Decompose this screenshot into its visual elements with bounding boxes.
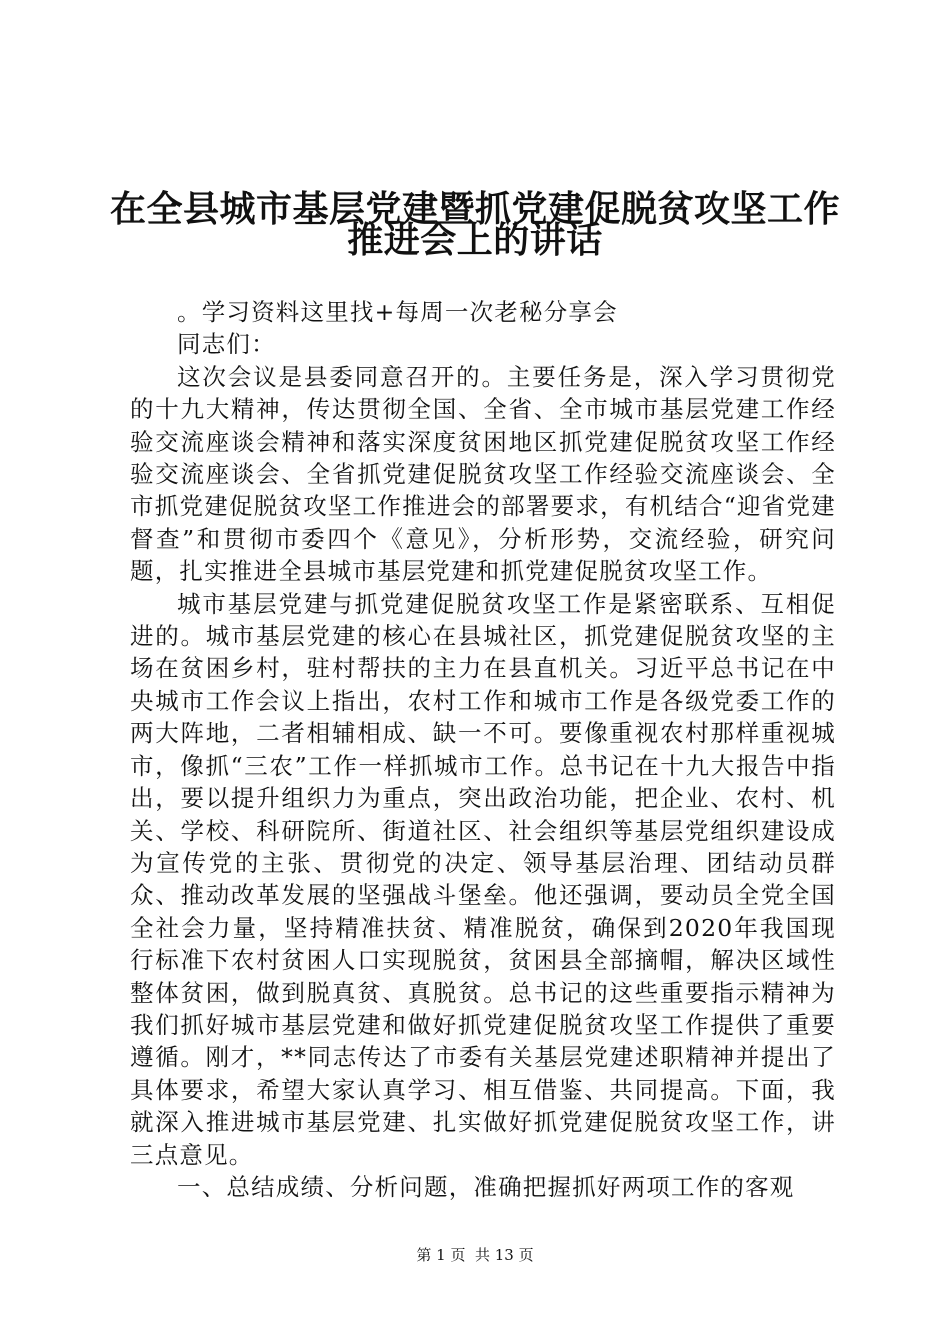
body-paragraph-3: 一、总结成绩、分析问题，准确把握抓好两项工作的客观 xyxy=(177,1172,795,1201)
body-paragraph-salutation: 同志们： xyxy=(177,330,276,359)
body-paragraph-note: 。学习资料这里找+每周一次老秘分享会 xyxy=(177,298,618,326)
body-paragraph-2: 城市基层党建与抓党建促脱贫攻坚工作是紧密联系、互相促进的。城市基层党建的核心在县城社区，抓党建促脱贫攻坚的主场在贫困乡村，驻村帮扶的主力在县直机关。习近平总书记在中央城市工作会议上指出，农村工作和城市工作是各级党委工作的两大阵地，二者相辅相成、缺一不可。要像重视农村那样重视城市，像抓“三农”工作一样抓城市工作。总书记在十九大报告中指出，要以提升组织力为重点，突出政治功能，把企业、农村、机关、学校、科研院所、街道社区、社会组织等基层党组织建设成为宣传党的主张、贯彻党的决定、领导基层治理、团结动员群众、推动改革发展的坚强战斗堡垒。他还强调，要动员全党全国全社会力量，坚持精准扶贫、精准脱贫，确保到2020年我国现行标准下农村贫困人口实现脱贫，贫困县全部摘帽，解决区域性整体贫困，做到脱真贫、真脱贫。总书记的这些重要指示精神为我们抓好城市基层党建和做好抓党建促脱贫攻坚工作提供了重要遵循。刚才，**同志传达了市委有关基层党建述职精神并提出了具体要求，希望大家认真学习、相互借鉴、共同提高。下面，我就深入推进城市基层党建、扎实做好抓党建促脱贫攻坚工作，讲三点意见。 xyxy=(130,589,836,1169)
document-title-line-1: 在全县城市基层党建暨抓党建促脱贫攻坚工作 xyxy=(109,189,840,230)
document-title-line-2: 推进会上的讲话 xyxy=(347,220,603,261)
page-number-label: 第 1 页 共 13 页 xyxy=(416,1246,534,1264)
document-body xyxy=(130,296,836,1203)
page-footer xyxy=(0,1245,950,1265)
body-paragraph-1: 这次会议是县委同意召开的。主要任务是，深入学习贯彻党的十九大精神，传达贯彻全国、全省、全市城市基层党建工作经验交流座谈会精神和落实深度贫困地区抓党建促脱贫攻坚工作经验交流座谈会、全省抓党建促脱贫攻坚工作经验交流座谈会、全市抓党建促脱贫攻坚工作推进会的部署要求，有机结合“迎省党建督查”和贯彻市委四个《意见》，分析形势，交流经验，研究问题，扎实推进全县城市基层党建和抓党建促脱贫攻坚工作。 xyxy=(130,362,836,586)
